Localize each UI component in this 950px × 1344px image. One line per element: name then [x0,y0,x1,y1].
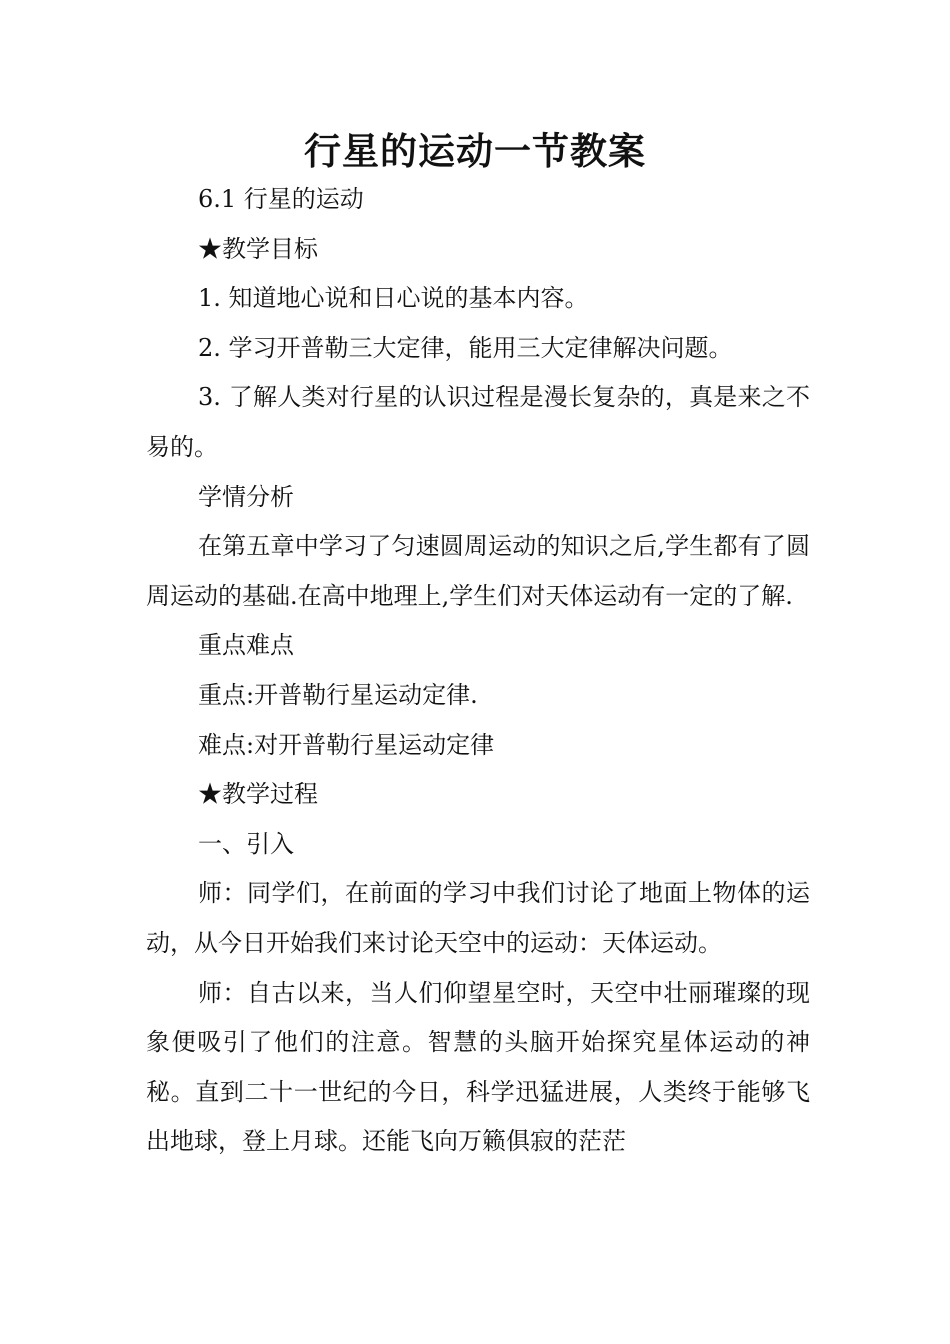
student-analysis-heading: 学情分析 [198,482,294,511]
teaching-goals-heading: ★教学目标 [198,234,318,263]
goal-item-2: 2. 学习开普勒三大定律，能用三大定律解决问题。 [198,333,733,362]
goal-item-3: 3. 了解人类对行星的认识过程是漫长复杂的，真是来之不易的。 [146,383,810,461]
document-title: 行星的运动一节教案 [304,130,646,173]
teacher-paragraph-2: 师：自古以来，当人们仰望星空时，天空中壮丽璀璨的现象便吸引了他们的注意。智慧的头脑开始探究星体运动的神秘。直到二十一世纪的今日，科学迅猛进展，人类终于能够飞出地球，登上月球。还能飞向万籁俱寂的茫茫 [146,978,810,1156]
introduction-heading: 一、引入 [198,829,294,858]
student-analysis-paragraph: 在第五章中学习了匀速圆周运动的知识之后,学生都有了圆周运动的基础.在高中地理上,学生们对天体运动有一定的了解. [146,532,810,610]
goal-item-1: 1. 知道地心说和日心说的基本内容。 [198,284,589,313]
key-difficult-points-heading: 重点难点 [198,631,294,660]
teaching-process-heading: ★教学过程 [198,780,318,809]
section-heading-6-1: 6.1 行星的运动 [198,185,364,213]
teacher-paragraph-1: 师：同学们，在前面的学习中我们讨论了地面上物体的运动，从今日开始我们来讨论天空中的运动：天体运动。 [146,879,810,957]
key-point-text: 重点:开普勒行星运动定律. [198,680,478,709]
document-body [146,175,810,1167]
difficult-point-text: 难点:对开普勒行星运动定律 [198,730,495,759]
